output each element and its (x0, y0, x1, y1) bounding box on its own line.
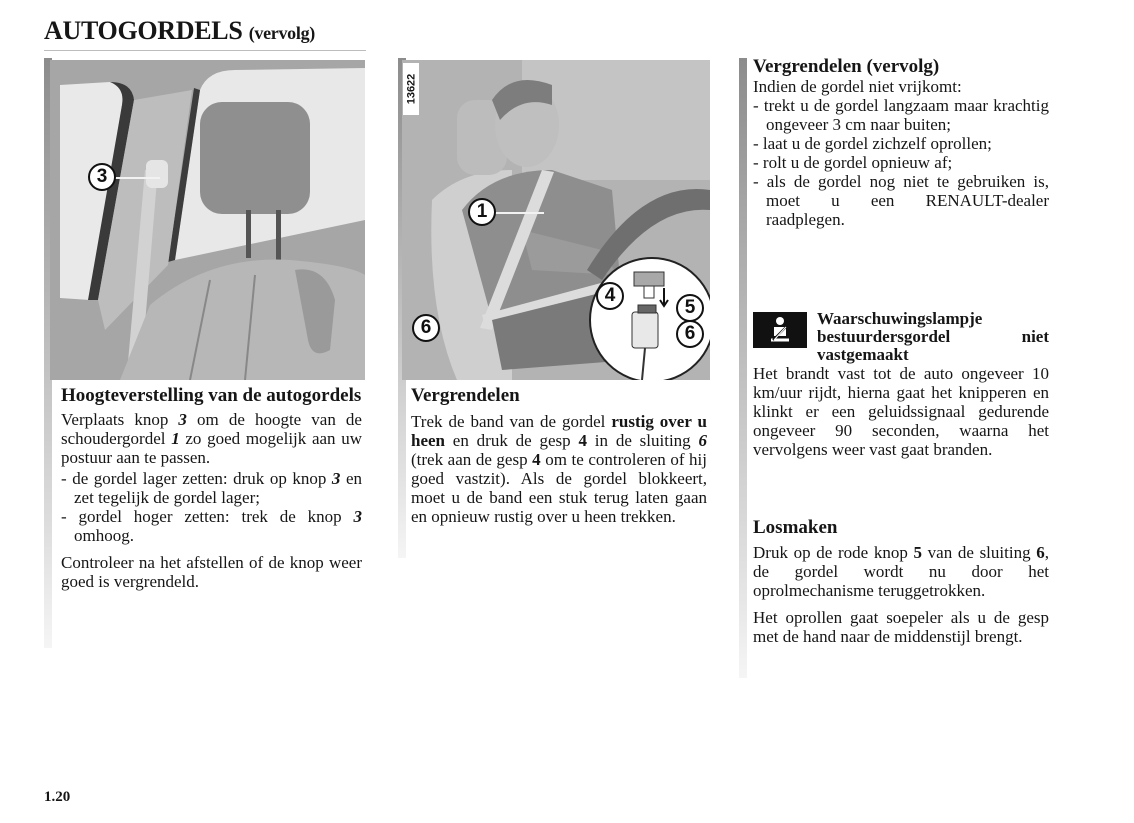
seat-belt-height-figure (50, 60, 365, 380)
text: zo goed mogelijk aan uw postuur aan te passen. (61, 429, 362, 467)
ref-number: 6 (698, 431, 707, 450)
ref-number: 1 (171, 429, 180, 448)
ref-number: 6 (1036, 543, 1045, 562)
seat-belt-fastening-figure (402, 60, 710, 380)
text: om te controleren of hij goed vastzit). Als de gordel blokkeert, moet u de band een stuk terug laten gaan en opnieuw rustig over u heen trekken. (411, 450, 707, 526)
text: Verplaats knop (61, 410, 179, 429)
height-adjust-steps (61, 469, 362, 545)
text: Druk op de rode knop (753, 543, 914, 562)
text: en druk de gesp (445, 431, 579, 450)
text: (trek aan de gesp (411, 450, 533, 469)
column-3 (753, 57, 1049, 229)
ref-number: 3 (353, 507, 362, 526)
list-item: - als de gordel nog niet te gebruiken is, moet u een RENAULT-dealer raadplegen. (753, 172, 1049, 229)
text: omhoog. (74, 526, 134, 545)
column-2 (411, 386, 707, 526)
warning-body: Het brandt vast tot de auto ongeveer 10 km/uur rijdt, hierna gaat het knipperen en klinkt er een geluidssignaal gedurende ongeveer 90 seconden, waarna het vervolgens weer vast gaat branden. (753, 364, 1049, 459)
title-divider (44, 50, 366, 51)
callout-4: 4 (596, 282, 624, 310)
section-heading-locking-continued: Vergrendelen (vervolg) (753, 56, 940, 77)
callout-3: 3 (88, 163, 116, 191)
ref-number: 4 (532, 450, 541, 469)
ref-code-text: 13622 (405, 73, 417, 105)
callout-6: 6 (412, 314, 440, 342)
section-heading-height-adjust: Hoogteverstelling van de autogordels (61, 385, 362, 406)
page-number: 1.20 (44, 789, 71, 805)
seat-illustration-icon (50, 60, 365, 380)
figure-reference-code (403, 63, 419, 115)
text: , de gordel wordt nu door het oprolmechanisme teruggetrokken. (753, 543, 1049, 600)
callout-5: 5 (676, 294, 704, 322)
title-subtitle: (vervolg) (248, 23, 315, 43)
locking-body (411, 412, 707, 526)
section-heading-locking: Vergrendelen (411, 385, 520, 406)
column-1 (61, 386, 362, 591)
page-title (44, 16, 315, 46)
text: in de sluiting (586, 431, 699, 450)
release-body (753, 543, 1049, 600)
release-tip: Het oprollen gaat soepeler als u de gesp met de hand naar de middenstijl brengt. (753, 608, 1049, 646)
text: van de sluiting (922, 543, 1037, 562)
emphasis: rustig over u heen (411, 412, 707, 450)
column-gutter-3 (739, 58, 747, 678)
list-item: - laat u de gordel zichzelf oprollen; (753, 134, 992, 153)
locking-continued-intro: Indien de gordel niet vrijkomt: (753, 77, 962, 96)
ref-number: 3 (331, 469, 341, 488)
warning-heading: Waarschuwingslampje bestuurdersgordel niet vastgemaakt (817, 309, 1049, 364)
list-item (61, 507, 362, 545)
text: en zet tegelijk de gordel lager; (74, 469, 363, 507)
ref-number: 5 (913, 543, 922, 562)
callout-6-inset: 6 (676, 320, 704, 348)
list-item: - trekt u de gordel langzaam maar krachtig ongeveer 3 cm naar buiten; (753, 96, 1049, 134)
list-item (61, 469, 362, 507)
text: - gordel hoger zetten: trek de knop (61, 507, 354, 526)
section-heading-release: Losmaken (753, 517, 838, 538)
list-item: - rolt u de gordel opnieuw af; (753, 153, 953, 172)
locking-continued-steps (753, 96, 1049, 229)
height-adjust-intro (61, 410, 362, 467)
ref-number: 3 (178, 410, 187, 429)
callout-1-leader (494, 212, 544, 214)
text: om de hoogte van de schoudergordel (61, 410, 362, 448)
release-section (753, 518, 1049, 646)
text: Trek de band van de gordel (411, 412, 612, 431)
height-adjust-note: Controleer na het afstellen of de knop weer goed is vergrendeld. (61, 553, 362, 591)
callout-1: 1 (468, 198, 496, 226)
text: - de gordel lager zetten: druk op knop (61, 469, 332, 488)
title-text: AUTOGORDELS (44, 16, 243, 45)
driver-illustration-icon (402, 60, 710, 380)
ref-number: 4 (578, 431, 587, 450)
warning-section (753, 310, 1049, 459)
